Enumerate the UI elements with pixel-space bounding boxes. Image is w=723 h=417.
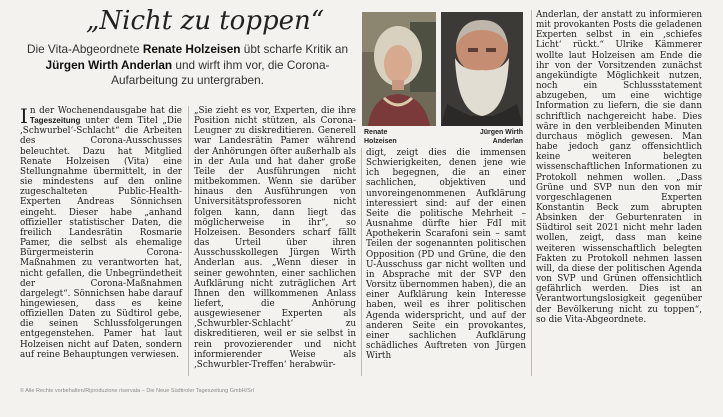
column-divider	[188, 106, 189, 376]
column-4-text: Anderlan, der anstatt zu informieren mit provokanten Posts die geladenen Experten selbst in ein ‚schiefes Licht‘ rückt.“ Ulrike Kämmerer wollte laut Holzeisen am Ende die ihr von der Vorsitzenden zunächst angekündigte Möglichkeit nutzen, noch ein Schlussstatement abzugeben, um eine wichtige Information zu liefern, die sie dann schriftlich nachgereicht habe. Dies wäre in den verbleibenden Minuten durchaus möglich gewesen. Man habe jedoch ganz offensichtlich keine weiteren belegten wissenschaftlichen Informationen zu Protokoll nehmen wollen. „Dass Grüne und SVP nun den von mir vorgeschlagenen Experten Konstantin Beck zum abrupten Absinken der Geburtenraten in Südtirol seit 2021 nicht mehr laden wollen, zeigt, dass man keine weiteren wissenschaftlich belegten Fakten zu Protokoll nehmen lassen will, da diese der politischen Agenda von SVP und Grünen offensichtlich gefährlich werden. Dies ist an Verantwortungslosigkeit gegenüber der Bevölkerung nicht zu toppen“, so die Vita-Abgeordnete.	[536, 10, 702, 325]
caption-juergen-wirth-anderlan	[441, 128, 523, 146]
deck-pre: Die Vita-Abgeordnete	[26, 42, 143, 56]
column-1-text-b: unter dem Titel „Die ‚Schwurbel‘-Schlacht“ die Arbeiten des Corona-Ausschusses beleuchtet. Dazu hat Mitglied Renate Holzeisen (Vita) eine Stellungnahme übermittelt, in der sie mindestens auf den online zugeschalteten Public-Health-Experten Andreas Sönnichsen eingeht. Dieser habe „anhand offizieller statistischer Daten, die freilich Landesrätin Rosmarie Pamer, die selbst als ehemalige Bürgermeisterin Corona-Maßnahmen zu verantworten hat, nicht gefallen, die Unbegründetheit der Corona-Maßnahmen dargelegt“. Sönnichsen habe darauf hingewiesen, dass es keine offiziellen Daten zu Südtirol gebe, die seinen Schlussfolgerungen entgegenstehen. Pamer hat laut Holzeisen nicht auf Daten, sondern auf reine Behauptungen verwiesen.	[20, 116, 182, 360]
column-divider	[361, 148, 362, 376]
article-column-3	[366, 148, 526, 361]
portrait-woman-image	[362, 12, 436, 126]
caption-line: Holzeisen	[364, 138, 397, 145]
headline: „Nicht zu toppen“	[85, 6, 325, 36]
caption-line: Anderlan	[492, 138, 523, 145]
article-column-4	[536, 10, 702, 325]
photo-renate-holzeisen	[362, 12, 436, 126]
deck-name-wirth-anderlan: Jürgen Wirth Anderlan	[45, 57, 173, 72]
deck-name-holzeisen: Renate Holzeisen	[142, 42, 241, 56]
deck-post: und wirft ihm vor, die Corona-Aufarbeitung zu untergraben.	[111, 57, 330, 87]
column-1-text-a: n der Wochenendausgabe hat die	[29, 106, 182, 116]
article-column-2	[194, 106, 356, 370]
drop-cap: I	[20, 104, 28, 128]
deck	[20, 42, 355, 89]
portrait-man-image	[441, 12, 523, 126]
brand-logo: Tageszeitung	[29, 116, 81, 126]
column-2-text: „Sie zieht es vor, Experten, die ihre Position nicht stützen, als Corona-Leugner zu diskreditieren. Generell war Landesrätin Pamer während der Anhörungen öfter außerhalb als in der Aula und hat daher große Teile der Ausführungen nicht mitbekommen. Wenn sie darüber hinaus den Ausführungen von Universitätsprofessoren nicht folgen kann, dann liegt das möglicherweise in ihr“, so Holzeisen. Besonders scharf fällt das Urteil über ihren Ausschusskollegen Jürgen Wirth Anderlan aus. „Wenn dieser in seiner gewohnten, einer sachlichen Aufklärung nicht zuträglichen Art Ihnen den willkommenen Anlass liefert, die Anhörung ausgewiesener Experten als ‚Schwurbler-Schlacht‘ zu diskreditieren, weil er sie selbst in rein provozierender und nicht informierender Weise als ‚Schwurbler-Treffen‘ herabwür-	[194, 106, 356, 370]
deck-mid: übt scharfe Kritik an	[240, 42, 349, 56]
column-divider	[531, 10, 532, 376]
article-column-1	[20, 106, 182, 360]
caption-renate-holzeisen	[364, 128, 397, 146]
caption-line: Renate	[364, 129, 388, 136]
copyright-footer: © Alle Rechte vorbehalten/Riproduzione riservata – Die Neue Südtiroler Tageszeitung GmbH/Srl	[20, 388, 254, 394]
caption-line: Jürgen Wirth	[479, 129, 523, 136]
photo-juergen-wirth-anderlan	[441, 12, 523, 126]
column-3-text: digt, zeigt dies die immensen Schwierigkeiten, denen jene wie ich begegnen, die an einer sachlichen, objektiven und unvoreingenommenen Aufklärung interessiert sind: auf der einen Seite die politische Mehrheit – Ausnahme dürfte hier FdI mit Apothekerin Scarafoni sein – samt Teilen der sogenannten politischen Opposition (PD und Grüne, die den U-Ausschuss gar nicht wollten und in Absprache mit der SVP den Vorsitz übernommen haben), die an einer Aufklärung kein Interesse haben, weil es ihrer politischen Agenda widerspricht, und auf der anderen Seite ein provokantes, einer sachlichen Aufklärung schädliches Auftreten von Jürgen Wirth	[366, 148, 526, 362]
